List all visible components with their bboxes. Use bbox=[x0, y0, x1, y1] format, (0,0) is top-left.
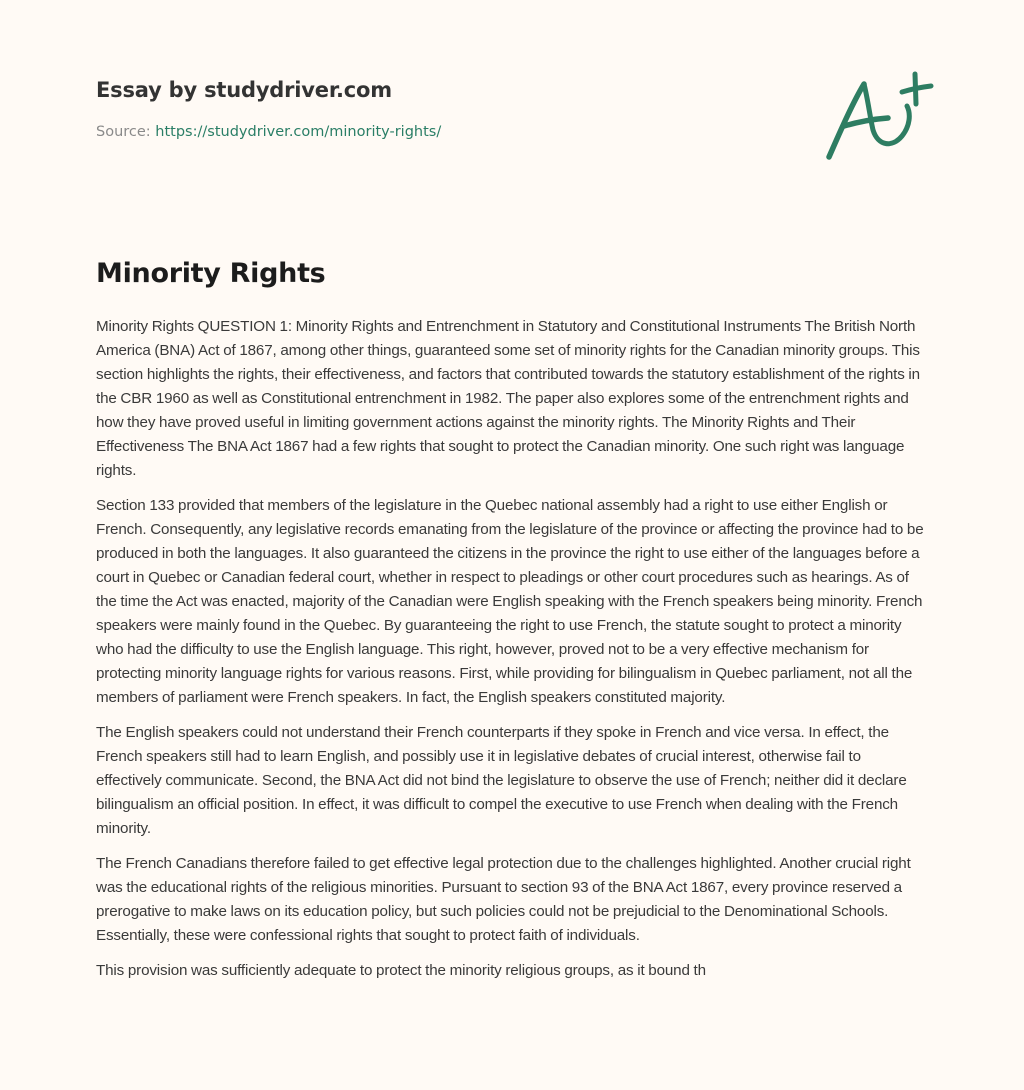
essay-title: Minority Rights bbox=[96, 258, 326, 289]
essay-paragraph: Section 133 provided that members of the legislature in the Quebec national assembly had a right to use either English or French. Consequently, any legislative records emanating from the legislature of the province or affecting the province had to be produced in both the languages. It also guaranteed the citizens in the province the right to use either of the languages before a court in Quebec or Canadian federal court, whether in respect to pleadings or other court procedures such as hearings. As of the time the Act was enacted, majority of the Canadian were English speaking with the French speakers being minority. French speakers were mainly found in the Quebec. By guaranteeing the right to use French, the statute sought to protect a minority who had the difficulty to use the English language. This right, however, proved not to be a very effective mechanism for protecting minority language rights for various reasons. First, while providing for bilingualism in Quebec parliament, not all the members of parliament were French speakers. In fact, the English speakers constituted majority. bbox=[96, 497, 924, 706]
source-link[interactable]: https://studydriver.com/minority-rights/ bbox=[155, 124, 442, 140]
source-label: Source: bbox=[96, 124, 156, 140]
essay-body bbox=[96, 315, 930, 994]
brand-title: Essay by studydriver.com bbox=[96, 78, 392, 102]
essay-paragraph: This provision was sufficiently adequate to protect the minority religious groups, as it bound th bbox=[96, 962, 706, 979]
essay-paragraph: Minority Rights QUESTION 1: Minority Rights and Entrenchment in Statutory and Constitutional Instruments The British North America (BNA) Act of 1867, among other things, guaranteed some set of minority rights for the Canadian minority groups. This section highlights the rights, their effectiveness, and factors that contributed towards the statutory establishment of the rights in the CBR 1960 as well as Constitutional entrenchment in 1982. The paper also explores some of the entrenchment rights and how they have proved useful in limiting government actions against the minority rights. The Minority Rights and Their Effectiveness The BNA Act 1867 had a few rights that sought to protect the Canadian minority. One such right was language rights. bbox=[96, 318, 920, 479]
essay-paragraph: The French Canadians therefore failed to get effective legal protection due to the challenges highlighted. Another crucial right was the educational rights of the religious minorities. Pursuant to section 93 of the BNA Act 1867, every province reserved a prerogative to make laws on its education policy, but such policies could not be prejudicial to the Denominational Schools. Essentially, these were confessional rights that sought to protect faith of individuals. bbox=[96, 855, 911, 944]
a-plus-grade-icon bbox=[818, 62, 938, 172]
essay-header bbox=[96, 74, 926, 142]
source-line bbox=[96, 122, 926, 142]
essay-paragraph: The English speakers could not understand their French counterparts if they spoke in French and vice versa. In effect, the French speakers still had to learn English, and possibly use it in legislative debates of crucial interest, otherwise fail to effectively communicate. Second, the BNA Act did not bind the legislature to observe the use of French; neither did it declare bilingualism an official position. In effect, it was difficult to compel the executive to use French when dealing with the French minority. bbox=[96, 724, 907, 837]
